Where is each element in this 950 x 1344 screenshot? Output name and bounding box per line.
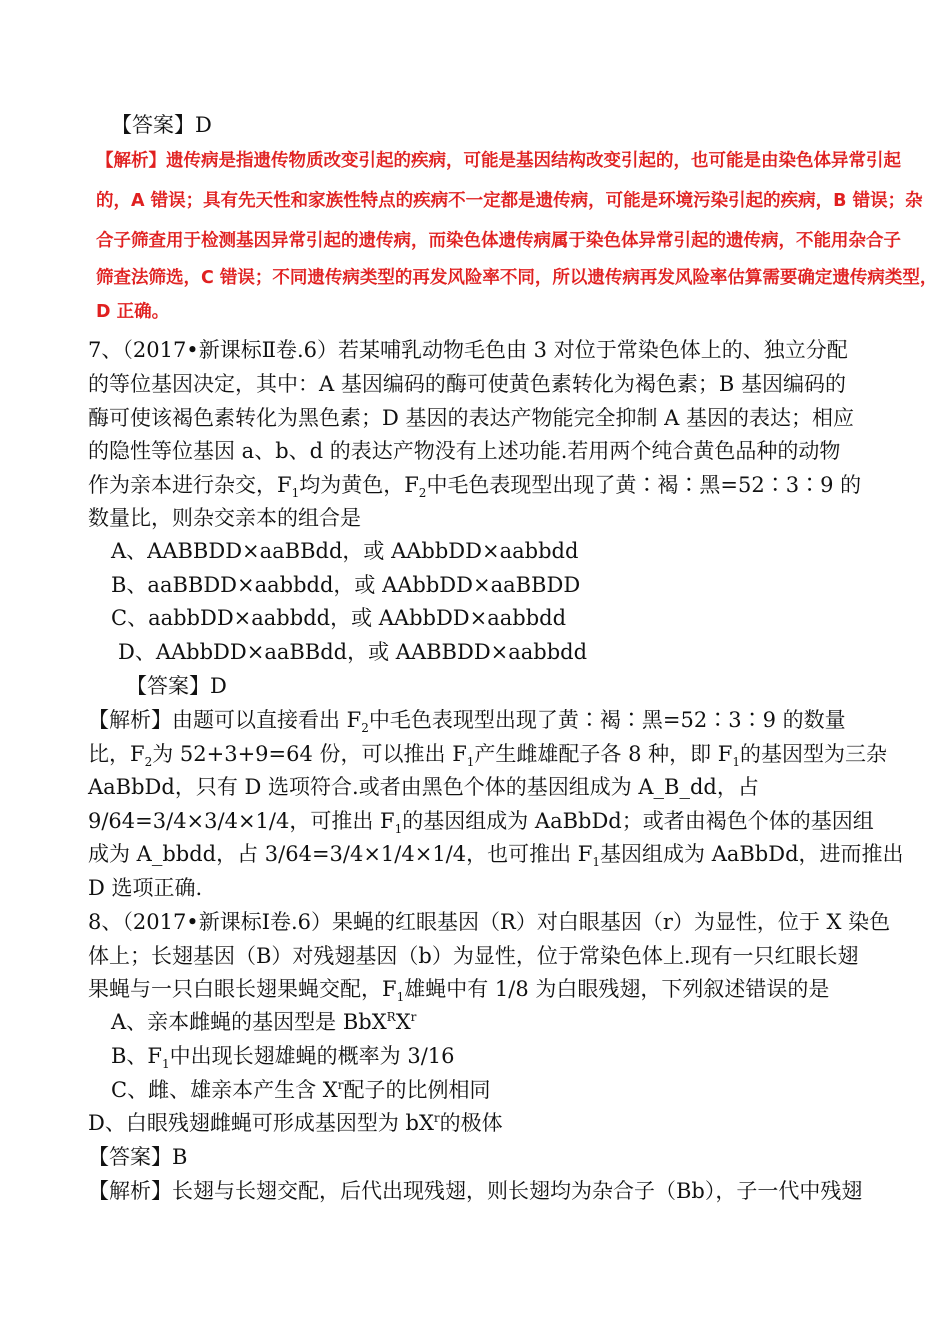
analysis-line: AaBbDd，只有 D 选项符合.或者由黑色个体的基因组成为 A_B_dd，占 — [88, 775, 759, 799]
question-stem-line: 8、（2017•新课标Ⅰ卷.6）果蝇的红眼基因（R）对白眼基因（r）为显性，位于 X 染色 — [88, 910, 891, 934]
option-a: A、AABBDD×aaBBdd，或 AAbbDD×aabbdd — [111, 539, 579, 563]
analysis-line: D 正确。 — [96, 302, 170, 322]
question-stem-line: 数量比，则杂交亲本的组合是 — [88, 506, 361, 530]
option-d: D、AAbbDD×aaBBdd，或 AABBDD×aabbdd — [118, 640, 588, 664]
question-stem-line: 的等位基因决定，其中：A 基因编码的酶可使黄色素转化为褐色素；B 基因编码的 — [88, 372, 846, 396]
question-stem-line: 的隐性等位基因 a、b、d 的表达产物没有上述功能.若用两个纯合黄色品种的动物 — [88, 439, 841, 463]
answer-label: 【答案】D — [111, 113, 212, 137]
question-stem-line: 果蝇与一只白眼长翅果蝇交配，$F_1$雄蝇中有 1/8 为白眼残翅，下列叙述错误的是 — [88, 977, 830, 1005]
option-b: B、$F_1$中出现长翅雄蝇的概率为 3/16 — [111, 1044, 455, 1072]
option-a: A、亲本雌蝇的基因型是 $BbX^RX^r$ — [111, 1010, 417, 1034]
question-stem-line: 作为亲本进行杂交，$F_1$均为黄色，$F_2$中毛色表现型出现了黄∶褐∶黑=52∶3∶9 的 — [88, 473, 862, 501]
question-stem-line: 体上；长翅基因（B）对残翅基因（b）为显性，位于常染色体上.现有一只红眼长翅 — [88, 944, 859, 968]
analysis-line: 【解析】由题可以直接看出 $F_2$中毛色表现型出现了黄∶褐∶黑=52∶3∶9 的数量 — [88, 708, 846, 736]
question-stem-line: 酶可使该褐色素转化为黑色素；D 基因的表达产物能完全抑制 A 基因的表达；相应 — [88, 406, 855, 430]
question-stem-line: 7、（2017•新课标Ⅱ卷.6）若某哺乳动物毛色由 3 对位于常染色体上的、独立分配 — [88, 338, 848, 362]
answer-label: 【答案】B — [88, 1145, 188, 1169]
analysis-line: 【解析】长翅与长翅交配，后代出现残翅，则长翅均为杂合子（Bb），子一代中残翅 — [88, 1179, 863, 1203]
analysis-line: 【解析】遗传病是指遗传物质改变引起的疾病，可能是基因结构改变引起的，也可能是由染色体异常引起 — [96, 151, 901, 171]
option-c: C、aabbDD×aabbdd，或 AAbbDD×aabbdd — [111, 606, 567, 630]
option-b: B、aaBBDD×aabbdd，或 AAbbDD×aaBBDD — [111, 573, 581, 597]
analysis-line: 成为 A_bbdd，占 3/64=3/4×1/4×1/4，也可推出 $F_1$基因组成为 AaBbDd，进而推出 — [88, 842, 904, 870]
option-c: C、雌、雄亲本产生含 $X^r$配子的比例相同 — [111, 1078, 491, 1102]
analysis-line: D 选项正确. — [88, 876, 203, 900]
analysis-line: 9/64=3/4×3/4×1/4，可推出 $F_1$的基因组成为 AaBbDd；或者由褐色个体的基因组 — [88, 809, 874, 837]
analysis-line: 比，$F_2$为 52+3+9=64 份，可以推出 $F_1$产生雌雄配子各 8 种，即 $F_1$的基因型为三杂 — [88, 742, 888, 770]
analysis-line: 的，A 错误；具有先天性和家族性特点的疾病不一定都是遗传病，可能是环境污染引起的疾病，B 错误；杂 — [96, 191, 923, 211]
option-d: D、白眼残翅雌蝇可形成基因型为 $bX^r$的极体 — [88, 1111, 503, 1135]
analysis-line: 合子筛查用于检测基因异常引起的遗传病，而染色体遗传病属于染色体异常引起的遗传病，不能用杂合子 — [96, 231, 901, 251]
analysis-line: 筛查法筛选，C 错误；不同遗传病类型的再发风险率不同，所以遗传病再发风险率估算需要确定遗传病类型， — [96, 268, 938, 288]
answer-label: 【答案】D — [126, 674, 227, 698]
